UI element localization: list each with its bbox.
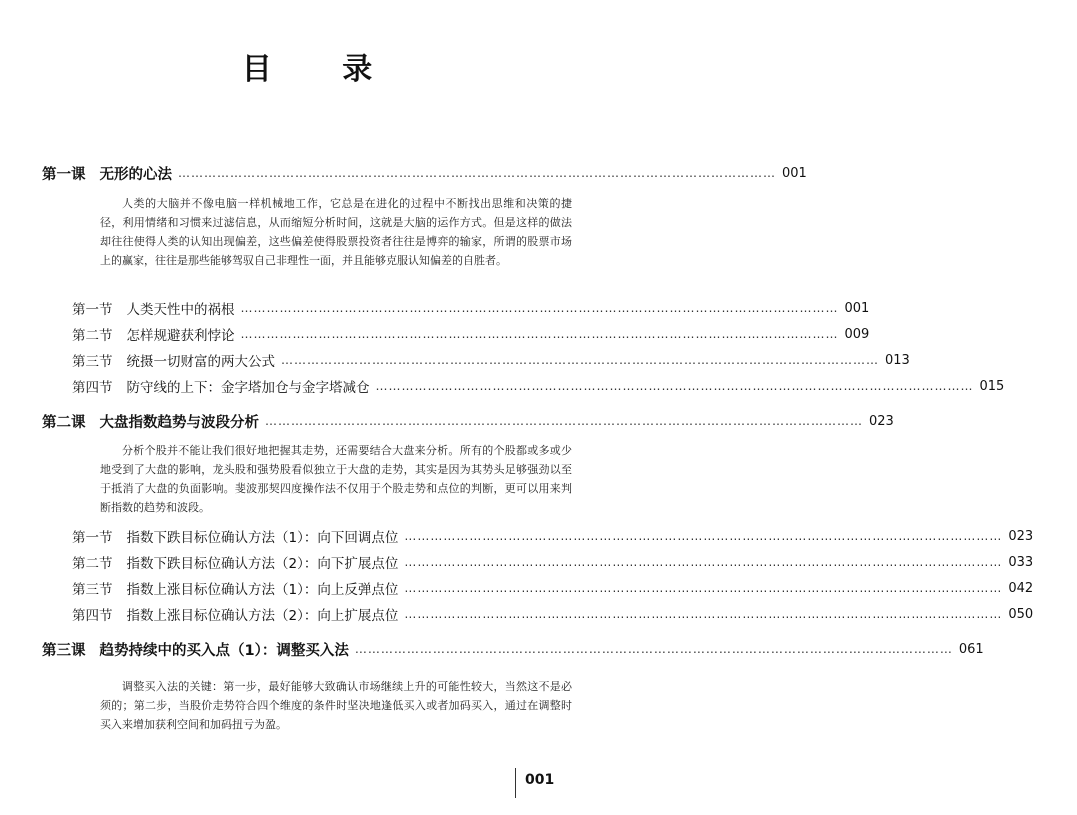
section-page: 015	[979, 378, 1005, 394]
toc-lesson-2[interactable]	[0, 410, 894, 432]
section-title: 指数下跌目标位确认方法（2）：向下扩展点位	[126, 556, 399, 572]
section-number: 第三节	[72, 582, 113, 598]
lesson-page: 001	[782, 165, 807, 181]
toc-section[interactable]	[0, 551, 1034, 573]
toc-section[interactable]	[0, 577, 1034, 599]
toc-section[interactable]	[0, 323, 870, 345]
section-page: 013	[885, 352, 910, 368]
section-title: 指数下跌目标位确认方法（1）：向下回调点位	[126, 530, 399, 546]
section-page: 033	[1008, 554, 1034, 570]
leader-dots: …………………………………………………………………………………………………………………………	[404, 555, 1003, 569]
lesson-page: 023	[869, 413, 894, 429]
section-title: 人类天性中的祸根	[126, 302, 235, 318]
leader-dots: …………………………………………………………………………………………………………………………	[240, 327, 839, 341]
section-title: 怎样规避获利悖论	[126, 328, 235, 344]
lesson-number: 第一课	[42, 166, 86, 183]
section-title: 防守线的上下：金字塔加仓与金字塔减仓	[126, 380, 370, 396]
lesson-number: 第二课	[42, 414, 86, 431]
lesson-description: 人类的大脑并不像电脑一样机械地工作，它总是在进化的过程中不断找出思维和决策的捷径，利用情绪和习惯来过滤信息，从而缩短分析时间，这就是大脑的运作方式。但是这样的做法却往往使得人类的认知出现偏差，这些偏差使得股票投资者往往是博弈的输家，所谓的股票市场上的赢家，往往是那些能够驾驭自己非理性一面，并且能够克服认知偏差的自胜者。	[100, 197, 572, 267]
leader-dots: …………………………………………………………………………………………………………………………	[281, 353, 879, 367]
section-number: 第一节	[72, 530, 113, 546]
leader-dots: …………………………………………………………………………………………………………………………	[265, 414, 863, 428]
leader-dots: …………………………………………………………………………………………………………………………	[404, 529, 1003, 543]
lesson-title: 趋势持续中的买入点（1）：调整买入法	[99, 642, 349, 659]
lesson-title: 大盘指数趋势与波段分析	[99, 414, 259, 431]
leader-dots: …………………………………………………………………………………………………………………………	[354, 642, 953, 656]
toc-section[interactable]	[0, 375, 1005, 397]
page-number-divider	[515, 768, 516, 798]
leader-dots: …………………………………………………………………………………………………………………………	[404, 607, 1003, 621]
lesson-description: 分析个股并不能让我们很好地把握其走势，还需要结合大盘来分析。所有的个股都或多或少地受到了大盘的影响，龙头股和强势股看似独立于大盘的走势，其实是因为其势头足够强劲以至于抵消了大盘的负面影响。斐波那契四度操作法不仅用于个股走势和点位的判断，更可以用来判断指数的趋势和波段。	[100, 444, 572, 514]
toc-section[interactable]	[0, 603, 1034, 625]
leader-dots: …………………………………………………………………………………………………………………………	[375, 379, 974, 393]
section-number: 第四节	[72, 608, 113, 624]
section-number: 第二节	[72, 328, 113, 344]
leader-dots: …………………………………………………………………………………………………………………………	[178, 166, 776, 180]
section-page: 001	[844, 300, 870, 316]
section-title: 指数上涨目标位确认方法（2）：向上扩展点位	[126, 608, 399, 624]
toc-section[interactable]	[0, 297, 870, 319]
page-title: 目 录	[241, 52, 403, 87]
lesson-title: 无形的心法	[99, 166, 172, 183]
lesson-number: 第三课	[42, 642, 86, 659]
toc-section[interactable]	[0, 349, 910, 371]
section-number: 第四节	[72, 380, 113, 396]
section-number: 第二节	[72, 556, 113, 572]
page-number: 001	[525, 772, 555, 788]
section-title: 统摄一切财富的两大公式	[126, 354, 275, 370]
section-number: 第一节	[72, 302, 113, 318]
section-title: 指数上涨目标位确认方法（1）：向上反弹点位	[126, 582, 399, 598]
lesson-page: 061	[958, 641, 984, 657]
leader-dots: …………………………………………………………………………………………………………………………	[404, 581, 1003, 595]
toc-lesson-1[interactable]	[0, 162, 807, 184]
section-number: 第三节	[72, 354, 113, 370]
section-page: 009	[844, 326, 870, 342]
section-page: 023	[1008, 528, 1034, 544]
toc-section[interactable]	[0, 525, 1034, 547]
lesson-description: 调整买入法的关键：第一步，最好能够大致确认市场继续上升的可能性较大，当然这不是必须的；第二步，当股价走势符合四个维度的条件时坚决地逢低买入或者加码买入，通过在调整时买入来增加获利空间和加码扭亏为盈。	[100, 680, 572, 731]
toc-lesson-3[interactable]	[0, 638, 984, 660]
leader-dots: …………………………………………………………………………………………………………………………	[240, 301, 839, 315]
section-page: 050	[1008, 606, 1034, 622]
section-page: 042	[1008, 580, 1034, 596]
